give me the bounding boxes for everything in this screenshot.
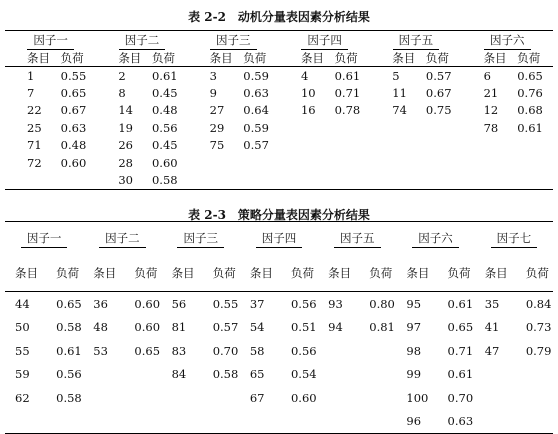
- factor-label: 因子一: [27, 32, 74, 50]
- loading-cell: 0.81: [369, 320, 395, 335]
- item-cell: [188, 154, 234, 171]
- item-cell: 36: [93, 296, 108, 311]
- item-cell: 1: [27, 68, 35, 83]
- table-row: [5, 137, 553, 154]
- item-cell: 74: [392, 103, 407, 118]
- item-cell: 44: [15, 296, 30, 311]
- loading-cell: [357, 339, 396, 363]
- loading-cell: 0.60: [134, 320, 161, 335]
- factor-header: [475, 222, 553, 256]
- item-cell: 83: [171, 343, 187, 358]
- item-cell: 47: [484, 343, 500, 358]
- item-cell: 96: [396, 410, 435, 434]
- item-cell: [162, 386, 201, 410]
- table-row: [5, 316, 553, 340]
- loading-cell: 0.71: [447, 343, 474, 358]
- item-cell: 27: [209, 103, 225, 118]
- factor-header: [462, 31, 553, 51]
- item-column-header: 条目: [396, 255, 435, 292]
- item-cell: 28: [118, 155, 133, 170]
- item-cell: [462, 154, 508, 171]
- item-column-header: 条目: [475, 255, 514, 292]
- loading-cell: 0.57: [212, 320, 239, 335]
- item-cell: [188, 171, 234, 189]
- item-cell: 55: [15, 343, 30, 358]
- loading-cell: 0.58: [212, 367, 239, 382]
- loading-cell: [325, 154, 371, 171]
- loading-cell: [416, 137, 462, 154]
- item-cell: [83, 386, 122, 410]
- table2-caption: 表 2-3 策略分量表因素分析结果: [188, 208, 370, 222]
- item-cell: 100: [406, 390, 429, 405]
- loading-cell: 0.56: [290, 343, 317, 358]
- item-cell: [318, 410, 357, 434]
- item-cell: 35: [484, 296, 500, 311]
- loading-cell: 0.58: [142, 171, 188, 189]
- loading-cell: [51, 171, 97, 189]
- loading-cell: 0.65: [60, 86, 87, 101]
- item-column-header: 条目: [462, 50, 508, 67]
- factor-header: [240, 222, 318, 256]
- loading-cell: 0.61: [517, 120, 543, 135]
- loading-column-header: 负荷: [279, 255, 318, 292]
- loading-cell: [514, 386, 553, 410]
- loading-column-header: 负荷: [357, 255, 396, 292]
- item-cell: [240, 410, 279, 434]
- item-cell: 58: [249, 343, 265, 358]
- item-column-header: 条目: [5, 50, 51, 67]
- loading-column-header: 负荷: [201, 255, 240, 292]
- loading-cell: 0.75: [425, 103, 452, 118]
- item-cell: 65: [249, 367, 265, 382]
- item-cell: 50: [15, 320, 30, 335]
- loading-cell: 0.70: [447, 390, 474, 405]
- loading-cell: [122, 386, 161, 410]
- item-cell: 12: [483, 103, 499, 118]
- loading-cell: [416, 119, 462, 136]
- factor-label: 因子一: [21, 230, 68, 248]
- item-cell: 29: [209, 120, 225, 135]
- item-cell: 97: [406, 320, 422, 335]
- loading-cell: [201, 386, 240, 410]
- loading-cell: [233, 171, 279, 189]
- loading-cell: [507, 137, 553, 154]
- item-cell: 5: [392, 68, 400, 83]
- loading-column-header: 负荷: [325, 50, 371, 67]
- loading-cell: 0.59: [243, 68, 269, 83]
- factor-label: 因子六: [412, 230, 459, 248]
- loading-cell: 0.68: [517, 103, 543, 118]
- item-cell: 75: [209, 138, 225, 153]
- loading-cell: 0.45: [151, 138, 178, 153]
- loading-cell: [325, 171, 371, 189]
- item-cell: [370, 137, 416, 154]
- item-cell: 6: [483, 68, 491, 83]
- factor-header: [162, 222, 240, 256]
- factor-label: 因子五: [334, 230, 381, 248]
- item-cell: [475, 410, 514, 434]
- loading-cell: [233, 154, 279, 171]
- item-cell: 78: [483, 120, 499, 135]
- item-cell: 14: [118, 103, 133, 118]
- loading-cell: 0.61: [56, 343, 82, 358]
- loading-cell: 0.60: [134, 296, 161, 311]
- item-cell: 26: [118, 138, 133, 153]
- factor-label: 因子六: [484, 32, 531, 50]
- item-cell: 93: [328, 296, 343, 311]
- item-cell: [462, 171, 508, 189]
- loading-cell: [325, 119, 371, 136]
- loading-column-header: 负荷: [416, 50, 462, 67]
- table-row: [5, 292, 553, 316]
- item-cell: [318, 386, 357, 410]
- loading-column-header: 负荷: [514, 255, 553, 292]
- item-cell: 19: [118, 120, 133, 135]
- item-column-header: 条目: [5, 255, 44, 292]
- item-column-header: 条目: [96, 50, 142, 67]
- loading-cell: [122, 410, 161, 434]
- loading-cell: [357, 410, 396, 434]
- loading-cell: [514, 410, 553, 434]
- loading-cell: 0.51: [290, 320, 317, 335]
- item-column-header: 条目: [279, 50, 325, 67]
- loading-cell: 0.56: [151, 120, 178, 135]
- table-row: [5, 410, 553, 434]
- factor-header: [279, 31, 370, 51]
- item-cell: 8: [118, 86, 126, 101]
- factor-header: [396, 222, 474, 256]
- factor-header: [370, 31, 461, 51]
- loading-cell: 0.58: [56, 390, 82, 405]
- item-cell: 10: [300, 86, 316, 101]
- factor-header: [96, 31, 187, 51]
- item-cell: 7: [27, 86, 35, 101]
- loading-cell: 0.57: [243, 138, 269, 153]
- loading-cell: 0.55: [60, 68, 87, 83]
- loading-cell: [325, 137, 371, 154]
- loading-cell: 0.59: [243, 120, 269, 135]
- table-row: [5, 386, 553, 410]
- loading-cell: 0.63: [60, 120, 87, 135]
- loading-cell: 0.67: [60, 103, 87, 118]
- factor-header: [5, 31, 96, 51]
- item-cell: [462, 137, 508, 154]
- loading-cell: 0.73: [525, 320, 552, 335]
- factor-label: 因子二: [99, 230, 146, 248]
- loading-cell: 0.56: [56, 367, 82, 382]
- factor-header: [83, 222, 161, 256]
- table-row: [5, 102, 553, 119]
- factor-label: 因子四: [256, 230, 303, 248]
- factor-label: 因子四: [301, 32, 348, 50]
- loading-cell: 0.65: [517, 68, 543, 83]
- loading-cell: 0.71: [334, 86, 361, 101]
- item-cell: 9: [209, 86, 217, 101]
- item-cell: [279, 119, 325, 136]
- item-cell: [475, 363, 514, 387]
- item-cell: 41: [484, 320, 500, 335]
- factor-header: [318, 222, 396, 256]
- item-cell: [162, 410, 201, 434]
- factor-header: [5, 222, 83, 256]
- loading-cell: 0.64: [243, 103, 269, 118]
- item-cell: [370, 119, 416, 136]
- item-cell: 72: [27, 155, 42, 170]
- loading-cell: 0.58: [56, 320, 82, 335]
- item-cell: 94: [328, 320, 343, 335]
- item-cell: [279, 137, 325, 154]
- item-cell: 99: [406, 367, 422, 382]
- loading-column-header: 负荷: [436, 255, 475, 292]
- item-column-header: 条目: [83, 255, 122, 292]
- factor-label: 因子二: [119, 32, 166, 50]
- loading-cell: [357, 386, 396, 410]
- item-cell: [370, 171, 416, 189]
- loading-cell: 0.56: [290, 296, 317, 311]
- item-column-header: 条目: [162, 255, 201, 292]
- loading-cell: 0.60: [151, 155, 178, 170]
- item-cell: [83, 363, 122, 387]
- item-column-header: 条目: [318, 255, 357, 292]
- item-cell: 67: [249, 390, 265, 405]
- item-column-header: 条目: [240, 255, 279, 292]
- loading-cell: 0.70: [212, 343, 239, 358]
- loading-cell: 0.48: [60, 138, 87, 153]
- table1-caption: 表 2-2 动机分量表因素分析结果: [188, 10, 370, 24]
- factor-label: 因子三: [177, 230, 224, 248]
- item-cell: 2: [118, 68, 126, 83]
- item-column-header: 条目: [188, 50, 234, 67]
- loading-cell: [507, 171, 553, 189]
- item-cell: 98: [406, 343, 422, 358]
- loading-cell: 0.84: [525, 296, 552, 311]
- item-cell: 22: [27, 103, 42, 118]
- item-cell: 37: [249, 296, 265, 311]
- item-cell: [279, 171, 325, 189]
- item-cell: 3: [209, 68, 217, 83]
- loading-cell: 0.57: [425, 68, 452, 83]
- loading-column-header: 负荷: [51, 50, 97, 67]
- factor-label: 因子三: [210, 32, 257, 50]
- item-column-header: 条目: [370, 50, 416, 67]
- loading-cell: [357, 363, 396, 387]
- loading-cell: 0.65: [134, 343, 161, 358]
- item-cell: 54: [249, 320, 265, 335]
- item-cell: [5, 171, 51, 189]
- loading-cell: 0.76: [517, 86, 543, 101]
- item-cell: [83, 410, 122, 434]
- item-cell: 48: [93, 320, 108, 335]
- item-cell: 62: [15, 390, 30, 405]
- factor-label: 因子五: [393, 32, 440, 50]
- item-cell: 21: [483, 86, 499, 101]
- loading-cell: [279, 410, 318, 434]
- loading-cell: [122, 363, 161, 387]
- item-cell: [475, 386, 514, 410]
- loading-column-header: 负荷: [122, 255, 161, 292]
- table-row: [5, 339, 553, 363]
- loading-column-header: 负荷: [44, 255, 83, 292]
- table-row: [5, 154, 553, 171]
- loading-cell: 0.60: [290, 390, 317, 405]
- loading-column-header: 负荷: [233, 50, 279, 67]
- loading-cell: 0.61: [151, 68, 178, 83]
- item-cell: 59: [15, 367, 30, 382]
- item-cell: 95: [406, 296, 422, 311]
- loading-cell: [416, 171, 462, 189]
- item-cell: [318, 339, 357, 363]
- item-cell: [279, 154, 325, 171]
- table-row: [5, 171, 553, 189]
- table-row: [5, 67, 553, 85]
- loading-cell: [44, 410, 83, 434]
- loading-column-header: 负荷: [142, 50, 188, 67]
- item-cell: [318, 363, 357, 387]
- item-cell: [5, 410, 44, 434]
- loading-cell: 0.61: [334, 68, 361, 83]
- loading-cell: [416, 154, 462, 171]
- loading-cell: 0.67: [425, 86, 452, 101]
- loading-cell: 0.55: [212, 296, 239, 311]
- table-row: [5, 119, 553, 136]
- loading-cell: 0.63: [436, 410, 475, 434]
- loading-cell: 0.63: [243, 86, 269, 101]
- loading-cell: 0.48: [151, 103, 178, 118]
- item-cell: [370, 154, 416, 171]
- item-cell: 56: [171, 296, 187, 311]
- item-cell: 25: [27, 120, 42, 135]
- loading-cell: 0.65: [447, 320, 474, 335]
- table-row: [5, 363, 553, 387]
- loading-cell: 0.61: [447, 296, 474, 311]
- item-cell: 81: [171, 320, 187, 335]
- loading-cell: 0.78: [334, 103, 361, 118]
- item-cell: 53: [93, 343, 108, 358]
- loading-cell: 0.65: [56, 296, 82, 311]
- motivation-factor-table: [5, 30, 553, 190]
- table-row: [5, 84, 553, 101]
- strategy-factor-table: [5, 221, 553, 434]
- item-cell: 4: [300, 68, 309, 83]
- item-cell: 16: [300, 103, 316, 118]
- loading-cell: 0.60: [60, 155, 87, 170]
- loading-cell: 0.61: [447, 367, 474, 382]
- loading-cell: [201, 410, 240, 434]
- loading-cell: [507, 154, 553, 171]
- loading-cell: [514, 363, 553, 387]
- factor-header: [188, 31, 279, 51]
- item-cell: 84: [171, 367, 187, 382]
- loading-cell: 0.54: [290, 367, 317, 382]
- loading-cell: 0.80: [369, 296, 395, 311]
- loading-cell: 0.45: [151, 86, 178, 101]
- item-cell: 11: [392, 86, 407, 101]
- item-cell: 30: [96, 171, 142, 189]
- loading-cell: 0.79: [525, 343, 552, 358]
- item-cell: 71: [27, 138, 42, 153]
- factor-label: 因子七: [491, 230, 538, 248]
- loading-column-header: 负荷: [507, 50, 553, 67]
